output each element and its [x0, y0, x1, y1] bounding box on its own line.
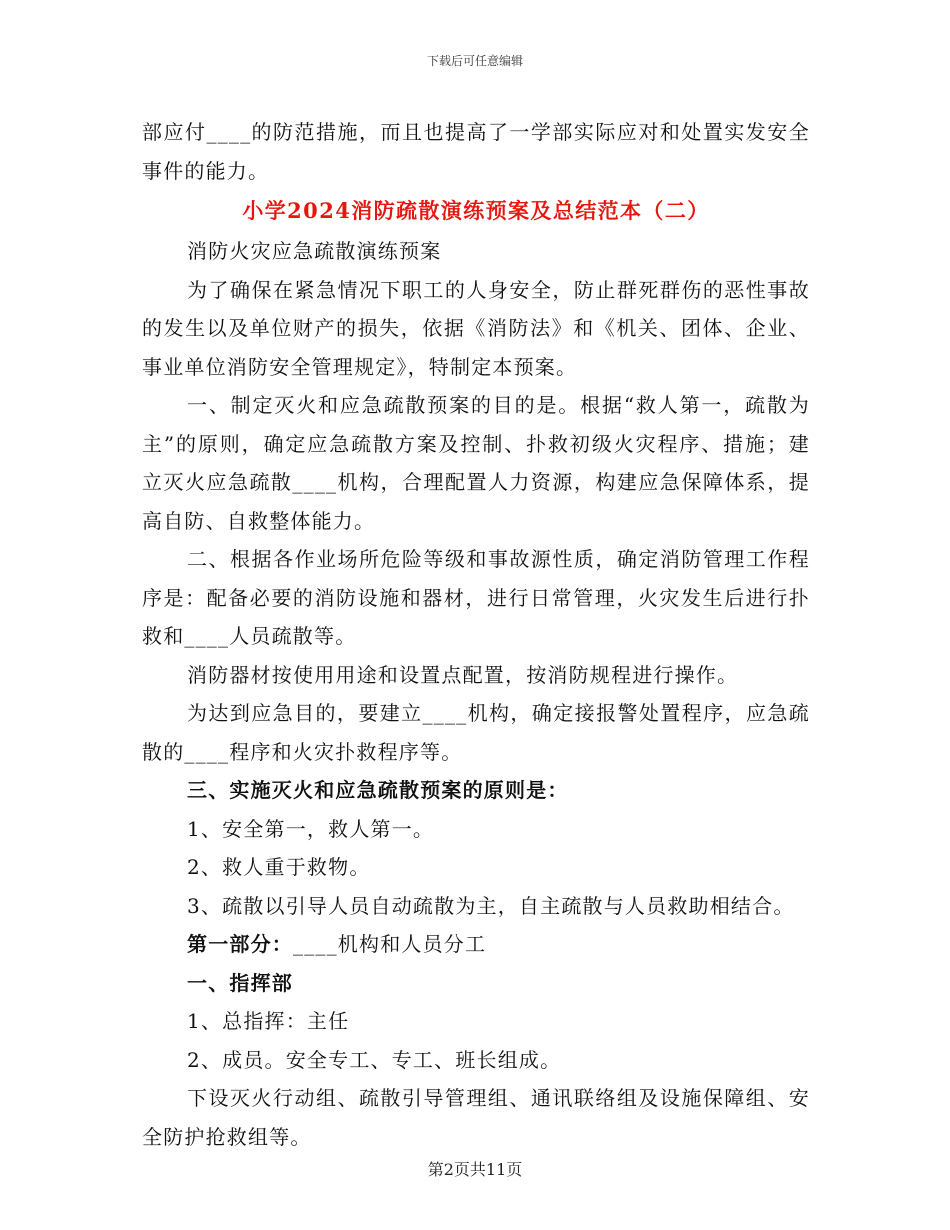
heading-principles: 三、实施灭火和应急疏散预案的原则是： [187, 778, 569, 802]
document-body [142, 113, 810, 1156]
page-header: 下载后可任意编辑 [426, 54, 523, 68]
paragraph-purpose: 一、制定灭火和应急疏散预案的目的是。根据“救人第一，疏散为主”的原则，确定应急疏散方案及控制、扑救初级火灾程序、措施；建立灭火应急疏散____机构，合理配置人力资源，构建应急保障体系，提高自防、自救整体能力。 [142, 393, 810, 533]
part-one-label: 第一部分： [187, 932, 293, 956]
list-item: 2、成员。安全专工、专工、班长组成。 [187, 1047, 562, 1072]
list-item: 1、总指挥：主任 [187, 1009, 350, 1033]
heading-command: 一、指挥部 [187, 970, 293, 995]
list-item: 1、安全第一，救人第一。 [187, 816, 435, 841]
section-title: 小学2024消防疏散演练预案及总结范本（二） [242, 198, 710, 223]
paragraph-equipment: 消防器材按使用用途和设置点配置，按消防规程进行操作。 [187, 662, 739, 687]
list-item: 2、救人重于救物。 [187, 855, 371, 879]
paragraph-continuation: 部应付____的防范措施，而且也提高了一学部实际应对和处置实发安全事件的能力。 [142, 120, 810, 183]
paragraph-procedure: 二、根据各作业场所危险等级和事故源性质，确定消防管理工作程序是：配备必要的消防设施和器材，进行日常管理，火灾发生后进行扑救和____人员疏散等。 [142, 547, 810, 648]
paragraph-groups: 下设灭火行动组、疏散引导管理组、通讯联络组及设施保障组、安全防护抢救组等。 [142, 1086, 810, 1149]
page-footer: 第2页共11页 [427, 1160, 523, 1179]
heading-part-one [142, 925, 810, 964]
list-item: 3、疏散以引导人员自动疏散为主，自主疏散与人员救助相结合。 [187, 893, 795, 918]
subtitle: 消防火灾应急疏散演练预案 [187, 239, 442, 263]
paragraph-organization: 为达到应急目的，要建立____机构，确定接报警处置程序，应急疏散的____程序和火灾扑救程序等。 [142, 701, 810, 764]
paragraph-intro: 为了确保在紧急情况下职工的人身安全，防止群死群伤的恶性事故的发生以及单位财产的损失，依据《消防法》和《机关、团体、企业、事业单位消防安全管理规定》，特制定本预案。 [142, 277, 810, 379]
part-one-text: ____机构和人员分工 [293, 932, 487, 956]
